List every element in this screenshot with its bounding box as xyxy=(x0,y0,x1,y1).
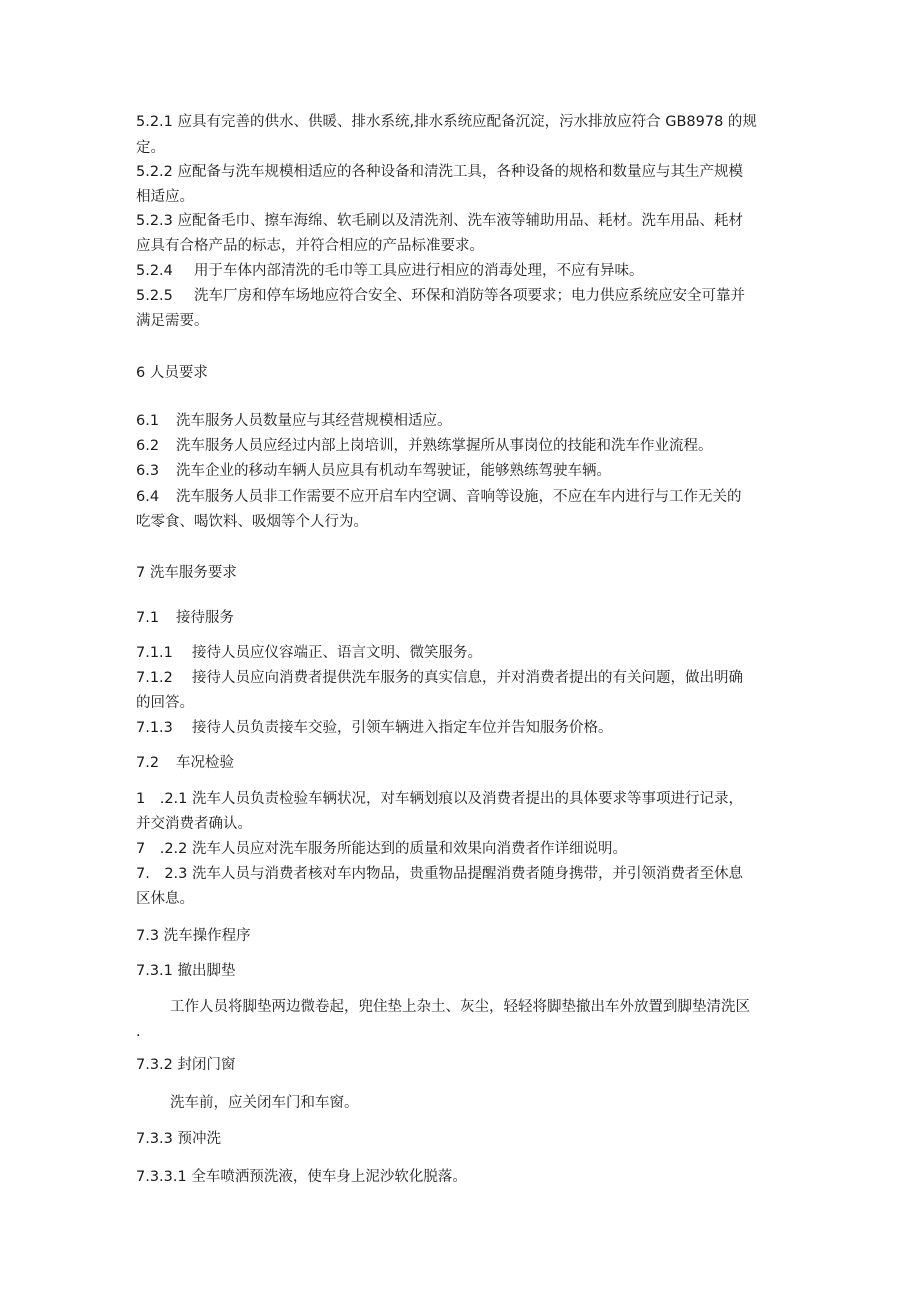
clause-number: 6.3 xyxy=(136,463,160,479)
clause-7-3-3-1: 7.3.3.1 全车喷洒预洗液，使车身上泥沙软化脱落。 xyxy=(136,1169,467,1185)
clause-5-2-4 xyxy=(136,260,786,282)
clause-7-1-3 xyxy=(136,717,786,739)
section-7-heading: 7 洗车服务要求 xyxy=(136,565,237,581)
section-7-3-3-heading: 7.3.3 预冲洗 xyxy=(136,1131,222,1147)
clause-number: 6.2 xyxy=(136,438,160,454)
paragraph-7-3-1-line-1: 工作人员将脚垫两边微卷起，兜住垫上杂土、灰尘，轻轻将脚垫撤出车外放置到脚垫清洗区 xyxy=(170,999,750,1015)
clause-7-2-3-line-1: 7. 2.3 洗车人员与消费者核对车内物品，贵重物品提醒消费者随身携带，并引领消费者至休息 xyxy=(136,866,743,882)
clause-text: 洗车服务人员数量应与其经营规模相适应。 xyxy=(176,413,452,429)
clause-number: 7.1 xyxy=(136,610,160,626)
clause-7-2 xyxy=(136,752,786,774)
paragraph-7-3-2: 洗车前，应关闭车门和车窗。 xyxy=(170,1095,359,1111)
clause-7-1-2-line-2: 的回答。 xyxy=(136,695,194,711)
clause-text: 接待人员应仪容端正、语言文明、微笑服务。 xyxy=(192,645,482,661)
clause-6-1 xyxy=(136,410,786,432)
clause-7-1-1 xyxy=(136,642,786,664)
clause-6-2 xyxy=(136,435,786,457)
clause-text: 接待人员应向消费者提供洗车服务的真实信息，并对消费者提出的有关问题，做出明确 xyxy=(192,670,743,686)
clause-7-2-1-line-1: 1 .2.1 洗车人员负责检验车辆状况，对车辆划痕以及消费者提出的具体要求等事项进行记录， xyxy=(136,791,743,807)
clause-7-1-2 xyxy=(136,667,786,689)
paragraph-7-3-1-line-2: . xyxy=(136,1024,141,1040)
clause-6-4-line-2: 吃零食、喝饮料、吸烟等个人行为。 xyxy=(136,514,368,530)
section-7-3-2-heading: 7.3.2 封闭门窗 xyxy=(136,1057,236,1073)
clause-number: 5.2.4 xyxy=(136,263,173,279)
clause-text: 接待服务 xyxy=(176,610,234,626)
clause-text: 洗车企业的移动车辆人员应具有机动车驾驶证，能够熟练驾驶车辆。 xyxy=(176,463,611,479)
clause-7-2-1-line-2: 并交消费者确认。 xyxy=(136,816,252,832)
clause-text: 洗车服务人员非工作需要不应开启车内空调、音响等设施，不应在车内进行与工作无关的 xyxy=(176,489,742,505)
clause-number: 7.1.2 xyxy=(136,670,173,686)
clause-6-4 xyxy=(136,486,786,508)
clause-text: 接待人员负责接车交验，引领车辆进入指定车位并告知服务价格。 xyxy=(192,720,613,736)
section-6-heading: 6 人员要求 xyxy=(136,365,208,381)
clause-5-2-3-line-2: 应具有合格产品的标志，并符合相应的产品标准要求。 xyxy=(136,238,484,254)
clause-5-2-1-line-1: 5.2.1 应具有完善的供水、供暖、排水系统,排水系统应配备沉淀，污水排放应符合 GB8978 的规 xyxy=(136,114,757,130)
clause-5-2-5-line-2: 满足需要。 xyxy=(136,313,209,329)
clause-5-2-1-line-2: 定。 xyxy=(136,140,165,156)
section-7-3-heading: 7.3 洗车操作程序 xyxy=(136,928,251,944)
clause-number: 5.2.5 xyxy=(136,288,173,304)
clause-number: 6.1 xyxy=(136,413,160,429)
clause-7-2-3-line-2: 区休息。 xyxy=(136,891,194,907)
clause-text: 车况检验 xyxy=(176,755,234,771)
clause-5-2-5 xyxy=(136,285,786,307)
clause-text: 用于车体内部清洗的毛巾等工具应进行相应的消毒处理，不应有异味。 xyxy=(194,263,644,279)
clause-5-2-3-line-1: 5.2.3 应配备毛巾、擦车海绵、软毛刷以及清洗剂、洗车液等辅助用品、耗材。洗车用品、耗材 xyxy=(136,213,743,229)
clause-5-2-2-line-1: 5.2.2 应配备与洗车规模相适应的各种设备和清洗工具，各种设备的规格和数量应与其生产规模 xyxy=(136,164,743,180)
clause-number: 7.2 xyxy=(136,755,160,771)
clause-5-2-2-line-2: 相适应。 xyxy=(136,189,194,205)
clause-number: 7.1.1 xyxy=(136,645,173,661)
clause-7-2-2: 7 .2.2 洗车人员应对洗车服务所能达到的质量和效果向消费者作详细说明。 xyxy=(136,841,628,857)
clause-number: 7.1.3 xyxy=(136,720,173,736)
clause-6-3 xyxy=(136,460,786,482)
clause-7-1 xyxy=(136,607,786,629)
section-7-3-1-heading: 7.3.1 撤出脚垫 xyxy=(136,963,236,979)
clause-text: 洗车服务人员应经过内部上岗培训，并熟练掌握所从事岗位的技能和洗车作业流程。 xyxy=(176,438,713,454)
clause-number: 6.4 xyxy=(136,489,160,505)
clause-text: 洗车厂房和停车场地应符合安全、环保和消防等各项要求；电力供应系统应安全可靠并 xyxy=(194,288,745,304)
